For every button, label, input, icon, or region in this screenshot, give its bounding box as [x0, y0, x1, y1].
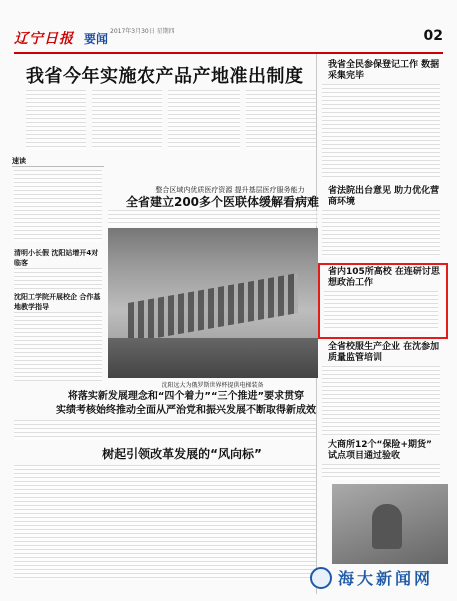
- section-label: 要闻: [84, 31, 109, 46]
- article-text-block: [14, 420, 316, 440]
- right-headline-highlight: 省内105所高校 在连研讨思想政治工作: [328, 267, 440, 288]
- news-photo-workers: [332, 484, 448, 564]
- story-title-line: 将落实新发展理念和“四个着力”“三个推进”要求贯穿: [67, 391, 305, 402]
- article-text-block: [324, 291, 438, 331]
- brief-item-title: 清明小长假 沈阳站增开4对临客: [14, 249, 99, 267]
- date-line: 2017年3月30日 星期四: [110, 28, 175, 35]
- right-headline: 我省全民参保登记工作 数据采集完毕: [328, 60, 440, 81]
- story-subhead: 整合区域内优质医疗资源 提升基层医疗服务能力: [155, 186, 305, 194]
- person-figure: [372, 504, 402, 549]
- watermark-text: 海大新闻网: [338, 569, 434, 588]
- brief-item-title: 沈阳工学院开展校企 合作基地教学指导: [14, 293, 101, 311]
- article-text-block: [322, 210, 440, 258]
- article-text-block: [92, 90, 162, 150]
- photo-caption: 沈阳远大为俄罗斯世界杯提供电梯装备: [161, 382, 264, 389]
- brief-tag: 速读: [12, 157, 26, 165]
- article-text-block: [26, 90, 86, 150]
- article-text-block: [322, 464, 440, 480]
- brief-text: [14, 170, 102, 242]
- main-headline: 我省今年实施农产品产地准出制度: [26, 66, 304, 87]
- news-photo-escalator: [108, 228, 318, 378]
- seal-icon: [310, 567, 332, 589]
- article-text-block: [322, 366, 440, 436]
- right-headline: 全省校服生产企业 在沈参加质量监管培训: [328, 342, 440, 363]
- brief-text: [14, 312, 102, 382]
- factory-floor: [108, 338, 318, 378]
- story-title: 全省建立200多个医联体缓解看病难: [125, 195, 320, 209]
- paper-name: 辽宁日报: [14, 31, 74, 47]
- article-text-block: [168, 90, 240, 150]
- article-text-block: [14, 465, 316, 580]
- story-title: 树起引领改革发展的“风向标”: [102, 447, 262, 461]
- article-text-block: [108, 210, 318, 226]
- watermark-logo: [310, 566, 433, 589]
- article-text-block: [246, 90, 316, 150]
- masthead: [14, 26, 443, 54]
- story-title-long: [56, 390, 316, 418]
- right-headline: 大商所12个“保险+期货” 试点项目通过验收: [328, 440, 432, 461]
- article-text-block: [322, 84, 440, 180]
- right-headline: 省法院出台意见 助力优化营商环境: [328, 186, 440, 207]
- page-number: 02: [423, 28, 443, 44]
- story-title-line: 实绩考核始终推动全面从严治党和振兴发展不断取得新成效: [56, 405, 316, 416]
- brief-text: [14, 268, 102, 290]
- escalator-rail: [128, 273, 298, 343]
